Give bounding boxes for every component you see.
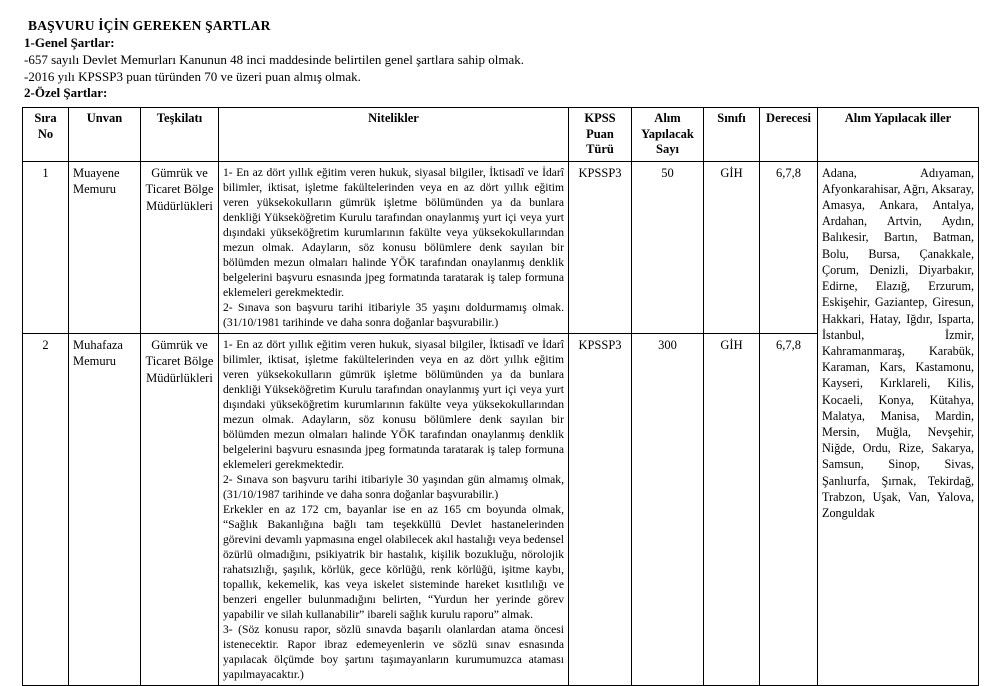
table-body (23, 161, 979, 685)
cell-teskilati: Gümrük ve Ticaret Bölge Müdürlükleri (141, 333, 219, 685)
table-row (23, 161, 979, 333)
general-condition-item-1: -657 sayılı Devlet Memurları Kanunun 48 inci maddesinde belirtilen genel şartlara sahip olmak. (24, 51, 524, 67)
cell-sinifi: GİH (704, 333, 760, 685)
column-header-nitelikler: Nitelikler (219, 108, 569, 162)
column-header-alim-yapilacak-sayi: Alım Yapılacak Sayı (632, 108, 704, 162)
nitelikler-text (223, 165, 564, 330)
column-header-kpss-puan-turu: KPSS Puan Türü (569, 108, 632, 162)
column-header-sira-no: Sıra No (23, 108, 69, 162)
nitelikler-paragraph: 2- Sınava son başvuru tarihi itibariyle 35 yaşını doldurmamış olmak. (31/10/1981 tarihinde ve daha sonra doğanlar başvurabilir.) (223, 300, 564, 329)
table-header-row (23, 108, 979, 162)
general-conditions-heading: 1-Genel Şartlar: (24, 35, 115, 50)
nitelikler-paragraph: 1- En az dört yıllık eğitim veren hukuk, siyasal bilgiler, İktisadî ve İdarî bilimler, iktisat, işletme fakültelerinden veya en az dört yıllık eğitim veren yüksekokulların gümrük işletme bölümünden ya da bunlara denkliği Yükseköğretim Kurulu tarafından onaylanmış yurt içi veya yurt dışındaki yükseköğretim kurumlarının fakülte veya yüksekokullarından mezun olmak. Adayların, söz konusu bölümlere denk sayılan bir bölümden mezun olmaları halinde YÖK tarafından onaylanmış denklik belgelerini başvuru esnasında jpeg formatında taratarak iş talep formuna eklemeleri gerekmektedir. (223, 165, 564, 299)
special-conditions-heading: 2-Özel Şartlar: (24, 85, 108, 101)
column-header-unvan: Unvan (69, 108, 141, 162)
cell-sira-no: 2 (23, 333, 69, 685)
nitelikler-text (223, 337, 564, 682)
cell-unvan: Muhafaza Memuru (69, 333, 141, 685)
nitelikler-paragraph: 2- Sınava son başvuru tarihi itibariyle 30 yaşından gün almamış olmak, (31/10/1987 tarihinde ve daha sonra doğanlar başvurabilir.) (223, 472, 564, 501)
column-header-sinifi: Sınıfı (704, 108, 760, 162)
cell-alim-yapilacak-sayi: 300 (632, 333, 704, 685)
cell-nitelikler (219, 333, 569, 685)
cell-alim-yapilacak-sayi: 50 (632, 161, 704, 333)
cell-alim-yapilacak-iller (818, 161, 979, 685)
table-header (23, 108, 979, 162)
nitelikler-paragraph: 1- En az dört yıllık eğitim veren hukuk, siyasal bilgiler, İktisadî ve İdarî bilimler, iktisat, işletme fakültelerinden veya en az dört yıllık eğitim veren yüksekokulların gümrük işletme bölümünden ya da bunlara denkliği Yükseköğretim Kurulu tarafından onaylanmış yurt içi veya yurt dışındaki yükseköğretim kurumlarının fakülte veya yüksekokullarından mezun olmak. Adayların, söz konusu bölümlere denk sayılan bir bölümden mezun olmaları halinde YÖK tarafından onaylanmış denklik belgelerini başvuru esnasında jpeg formatında taratarak iş talep formuna eklemeleri gerekmektedir. (223, 337, 564, 471)
column-header-teskilati: Teşkilatı (141, 108, 219, 162)
cell-kpss-puan-turu: KPSSP3 (569, 333, 632, 685)
cell-unvan: Muayene Memuru (69, 161, 141, 333)
cell-derecesi: 6,7,8 (760, 333, 818, 685)
cell-derecesi: 6,7,8 (760, 161, 818, 333)
cell-sira-no: 1 (23, 161, 69, 333)
column-header-derecesi: Derecesi (760, 108, 818, 162)
requirements-table (22, 107, 979, 686)
nitelikler-paragraph: Erkekler en az 172 cm, bayanlar ise en az 165 cm boyunda olmak, “Sağlık Bakanlığına bağlı tam teşekküllü Devlet hastanelerinden görevini devamlı yapmasına engel olabilecek akıl hastalığı veya bedensel özürlü olmadığını, psikiyatrik bir hastalık, kişilik bozukluğu, nörolojik rahatsızlığı, şaşılık, körlük, gece körlüğü, renk körlüğü, işitme kaybı, topallık, kekemelik, kas veya iskelet sisteminde hareket kısıtlılığı ve benzeri engeller bulunmadığını belirten, “Yurdun her yerinde görev yapabilir ve silah kullanabilir” ibareli sağlık kurulu raporu” almak. (223, 502, 564, 621)
cell-kpss-puan-turu: KPSSP3 (569, 161, 632, 333)
column-header-alim-yapilacak-iller: Alım Yapılacak iller (818, 108, 979, 162)
iller-list-text: Adana, Adıyaman, Afyonkarahisar, Ağrı, Aksaray, Amasya, Ankara, Antalya, Ardahan, Artvin, Aydın, Balıkesir, Bartın, Batman, Bolu, Bursa, Çanakkale, Çorum, Denizli, Diyarbakır, Edirne, Elazığ, Erzurum, Eskişehir, Gaziantep, Giresun, Hakkari, Hatay, Iğdır, Isparta, İstanbul, İzmir, Kahramanmaraş, Karabük, Karaman, Kars, Kastamonu, Kayseri, Kırklareli, Kilis, Kocaeli, Konya, Kütahya, Malatya, Manisa, Mardin, Mersin, Muğla, Nevşehir, Niğde, Ordu, Rize, Sakarya, Samsun, Sinop, Sivas, Şanlıurfa, Şırnak, Tekirdağ, Trabzon, Uşak, Van, Yalova, Zonguldak (822, 165, 974, 521)
nitelikler-paragraph: 3- (Söz konusu rapor, sözlü sınavda başarılı olanlardan atama öncesi istenecektir. Rapor ibraz edemeyenlerin ve sözlü sınav esnasında yapılacak ölçümde boy şartını taşımayanların kurumumuzca ataması yapılmayacaktır.) (223, 622, 564, 681)
page-title: BAŞVURU İÇİN GEREKEN ŞARTLAR (28, 18, 271, 33)
cell-nitelikler (219, 161, 569, 333)
cell-teskilati: Gümrük ve Ticaret Bölge Müdürlükleri (141, 161, 219, 333)
cell-sinifi: GİH (704, 161, 760, 333)
general-condition-item-2: -2016 yılı KPSSP3 puan türünden 70 ve üzeri puan almış olmak. (24, 68, 361, 84)
